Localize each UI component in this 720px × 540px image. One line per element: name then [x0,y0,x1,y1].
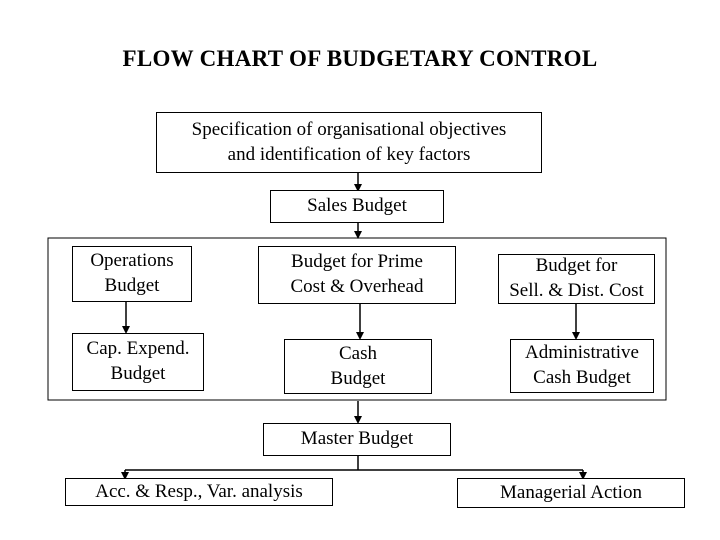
objectives-label: Specification of organisational objectives and identification of key factors [191,118,507,165]
chart-title: FLOW CHART OF BUDGETARY CONTROL [122,46,598,71]
admin-cash-budget-box [510,339,654,393]
analysis-label: Acc. & Resp., Var. analysis [95,480,303,502]
cash-budget-box [284,339,432,394]
sell-dist-budget-label: Budget for Sell. & Dist. Cost [509,255,644,301]
sales-budget-box [270,190,444,223]
managerial-action-box [457,478,685,508]
master-budget-label: Master Budget [300,428,414,450]
cap-expend-budget-box [72,333,204,391]
prime-cost-budget-box [258,246,456,304]
operations-budget-box [72,246,192,302]
analysis-box [65,478,333,506]
master-budget-box [263,423,451,456]
prime-cost-budget-label: Budget for Prime Cost & Overhead [290,251,424,297]
objectives-box [156,112,542,173]
managerial-action-label: Managerial Action [500,481,642,503]
cash-budget-label: Cash Budget [330,342,386,389]
operations-budget-label: Operations Budget [90,250,174,296]
admin-cash-budget-label: Administrative Cash Budget [525,342,639,388]
sales-budget-label: Sales Budget [307,195,407,217]
sell-dist-budget-box [498,254,655,304]
cap-expend-budget-label: Cap. Expend. Budget [86,338,190,384]
